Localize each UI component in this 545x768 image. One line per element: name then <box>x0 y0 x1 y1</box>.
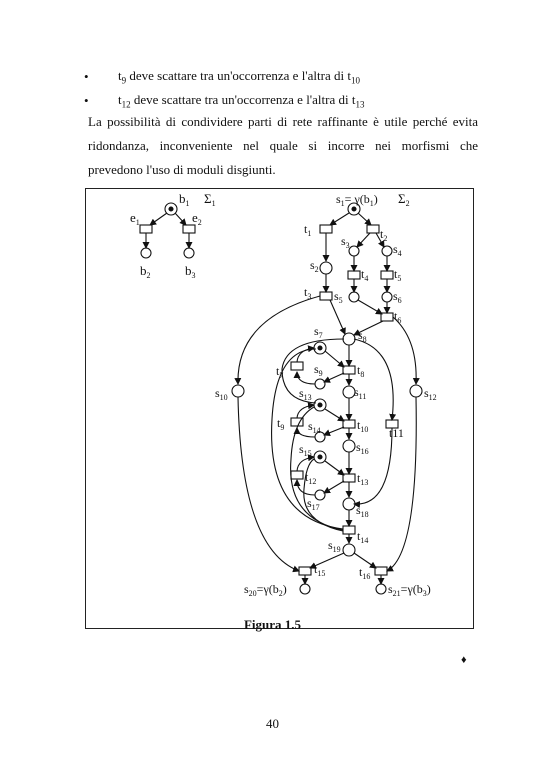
svg-text:s7: $s_7$ <box>314 324 323 340</box>
label-b2: $b_2$ <box>140 263 151 280</box>
transition-e1 <box>140 225 152 233</box>
token <box>169 207 173 211</box>
place-b2 <box>141 248 151 258</box>
bullet-marker: • <box>84 69 89 84</box>
page-number: 40 <box>266 716 279 731</box>
svg-text:t4: $t_4$ <box>361 267 369 283</box>
bullet-item: $t_{12}$ deve scattare tra un'occorrenza e l'altra di $t_{13}$ <box>118 92 365 110</box>
transition-e2 <box>183 225 195 233</box>
svg-text:s4: $s_4$ <box>393 242 402 258</box>
end-mark: ♦ <box>461 654 467 666</box>
svg-text:s16: $s_{16}$ <box>356 440 369 456</box>
svg-text:s14: $s_{14}$ <box>308 419 321 435</box>
label-sigma1: $\Sigma_1$ <box>204 191 216 208</box>
svg-text:s6: $s_6$ <box>393 289 402 305</box>
svg-text:t9: $t_9$ <box>277 416 285 432</box>
svg-text:s15: $s_{15}$ <box>299 442 312 458</box>
svg-text:t15: $t_{15}$ <box>314 562 326 578</box>
svg-text:t8: $t_8$ <box>357 363 365 379</box>
svg-text:t12: $t_{12}$ <box>305 470 317 486</box>
svg-text:s8: $s_8$ <box>358 328 367 344</box>
label-b1: $b_1$ <box>179 191 190 208</box>
svg-text:s2: $s_2$ <box>310 258 319 274</box>
svg-text:s13: $s_{13}$ <box>299 386 312 402</box>
svg-text:t16: $t_{16}$ <box>359 565 371 581</box>
svg-text:t13: $t_{13}$ <box>357 471 369 487</box>
label-s1: $s_1= \gamma(b_1)$ <box>336 192 378 208</box>
svg-text:s11: $s_{11}$ <box>354 385 367 401</box>
label-s20: $s_{20}=\gamma(b_2)$ <box>244 582 287 598</box>
bullet-item: $t_9$ deve scattare tra un'occorrenza e l'altra di $t_{10}$ <box>118 68 360 86</box>
svg-text:s12: $s_{12}$ <box>424 386 437 402</box>
bullet-marker: • <box>84 93 89 108</box>
body-paragraph <box>88 110 478 182</box>
paragraph-line: La possibilità di condividere parti di rete raffinante è utile perché evita <box>88 114 478 129</box>
label-s21: $s_{21}=\gamma(b_3)$ <box>388 582 431 598</box>
label-sigma2: $\Sigma_2$ <box>398 191 410 208</box>
label-e2: $e_2$ <box>192 210 202 227</box>
svg-text:t7: $t_7$ <box>276 364 284 380</box>
svg-text:s10: $s_{10}$ <box>215 386 228 402</box>
svg-text:s19: $s_{19}$ <box>328 538 341 554</box>
svg-text:s5: $s_5$ <box>334 289 343 305</box>
paragraph-line: ridondanza, inconveniente nel quale si incorre nei morfismi che <box>88 138 478 153</box>
label-b3: $b_3$ <box>185 263 196 280</box>
svg-text:s17: $s_{17}$ <box>307 496 320 512</box>
svg-text:t5: $t_5$ <box>394 267 402 283</box>
svg-text:t10: $t_{10}$ <box>357 418 369 434</box>
svg-text:s3: $s_3$ <box>341 234 350 250</box>
figure-frame <box>85 188 474 629</box>
petri-net-diagram <box>86 189 475 630</box>
paragraph-line: prevedono l'uso di moduli disgiunti. <box>88 162 276 177</box>
svg-text:t3: $t_3$ <box>304 285 312 301</box>
svg-text:t11: t11 <box>389 426 404 440</box>
label-e1: $e_1$ <box>130 210 140 227</box>
svg-text:t2: $t_2$ <box>380 227 388 243</box>
svg-text:t1: $t_1$ <box>304 222 312 238</box>
svg-text:s18: $s_{18}$ <box>356 503 369 519</box>
place-b3 <box>184 248 194 258</box>
figure-caption: Figura 1.5 <box>243 617 302 632</box>
svg-text:s9: $s_9$ <box>314 362 323 378</box>
svg-text:t14: $t_{14}$ <box>357 529 369 545</box>
svg-text:t6: $t_6$ <box>394 309 402 325</box>
